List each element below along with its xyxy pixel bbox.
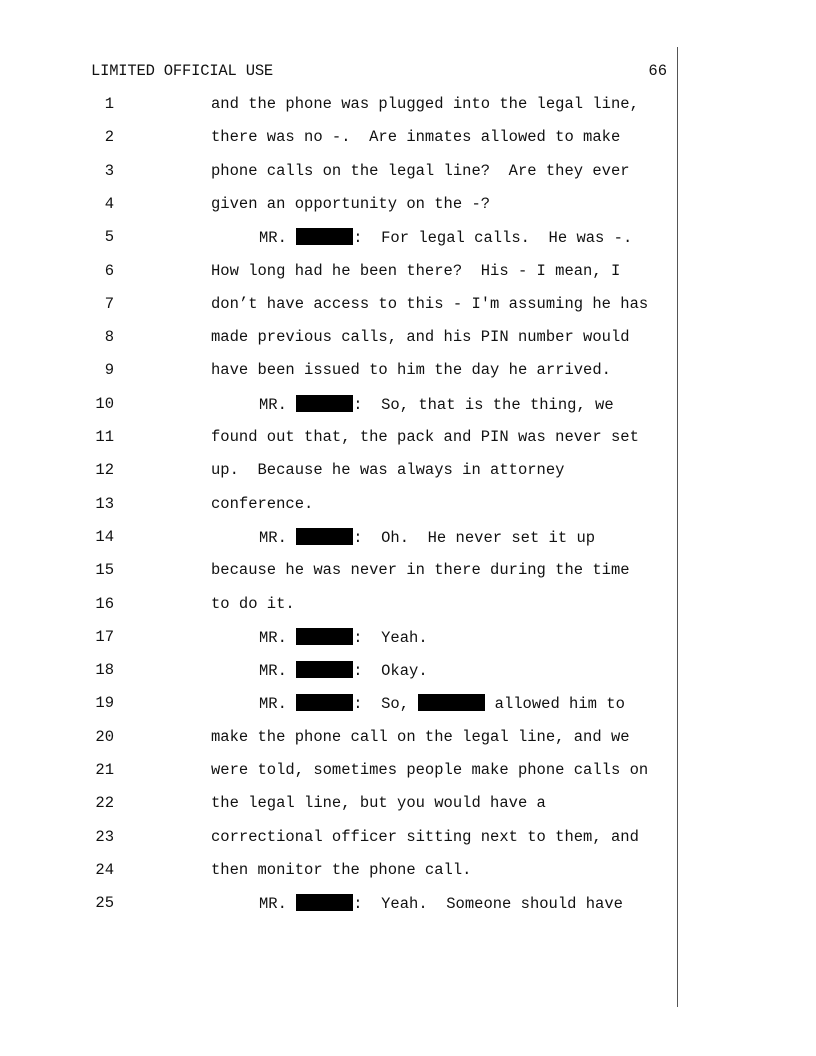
line-number: 5	[104, 228, 114, 246]
text-segment: were told, sometimes people make phone calls on	[211, 761, 649, 779]
redaction-block	[296, 628, 353, 645]
line-number: 19	[95, 694, 114, 712]
transcript-line	[0, 761, 816, 781]
line-text	[259, 628, 428, 647]
line-text	[211, 495, 313, 513]
line-text	[211, 162, 630, 180]
text-segment: the legal line, but you would have a	[211, 794, 546, 812]
transcript-line	[0, 262, 816, 282]
text-segment: MR.	[259, 396, 297, 414]
text-segment: How long had he been there? His - I mean, I	[211, 262, 621, 280]
text-segment: given an opportunity on the -?	[211, 195, 491, 213]
transcript-line	[0, 195, 816, 215]
transcript-line	[0, 661, 816, 681]
text-segment: MR.	[259, 695, 297, 713]
text-segment: : For legal calls. He was -.	[353, 229, 633, 247]
text-segment: there was no -. Are inmates allowed to make	[211, 128, 621, 146]
transcript-line	[0, 694, 816, 714]
transcript-line	[0, 728, 816, 748]
redaction-block	[296, 661, 353, 678]
page-number: 66	[648, 62, 667, 80]
line-number: 23	[95, 828, 114, 846]
text-segment: : Yeah.	[353, 629, 428, 647]
transcript-line	[0, 461, 816, 481]
line-text	[211, 295, 648, 313]
line-text	[259, 228, 632, 247]
text-segment: then monitor the phone call.	[211, 861, 472, 879]
text-segment: MR.	[259, 662, 297, 680]
text-segment: : So,	[353, 695, 419, 713]
redaction-block	[296, 894, 353, 911]
text-segment: allowed him to	[485, 695, 625, 713]
line-number: 1	[104, 95, 114, 113]
line-number: 25	[95, 894, 114, 912]
line-number: 3	[104, 162, 114, 180]
line-number: 17	[95, 628, 114, 646]
line-text	[211, 761, 648, 779]
line-text	[259, 694, 625, 713]
transcript-line	[0, 861, 816, 881]
line-number: 16	[95, 595, 114, 613]
line-text	[211, 328, 630, 346]
text-segment: : Okay.	[353, 662, 428, 680]
text-segment: have been issued to him the day he arrived.	[211, 361, 611, 379]
line-text	[259, 395, 614, 414]
line-number: 20	[95, 728, 114, 746]
transcript-line	[0, 162, 816, 182]
transcript-line	[0, 794, 816, 814]
line-text	[211, 794, 546, 812]
line-number: 2	[104, 128, 114, 146]
line-text	[211, 195, 490, 213]
text-segment: MR.	[259, 629, 297, 647]
line-number: 18	[95, 661, 114, 679]
line-text	[211, 361, 611, 379]
line-text	[259, 528, 595, 547]
line-number: 9	[104, 361, 114, 379]
line-number: 21	[95, 761, 114, 779]
transcript-line	[0, 561, 816, 581]
line-text	[211, 561, 630, 579]
text-segment: to do it.	[211, 595, 295, 613]
transcript-line	[0, 828, 816, 848]
line-number: 6	[104, 262, 114, 280]
line-text	[211, 861, 471, 879]
line-number: 10	[95, 395, 114, 413]
transcript-line	[0, 894, 816, 914]
transcript-line	[0, 495, 816, 515]
text-segment: : Yeah. Someone should have	[353, 895, 623, 913]
redaction-block	[296, 395, 353, 412]
text-segment: don’t have access to this - I'm assuming he has	[211, 295, 649, 313]
text-segment: made previous calls, and his PIN number would	[211, 328, 630, 346]
text-segment: MR.	[259, 895, 297, 913]
text-segment: and the phone was plugged into the legal line,	[211, 95, 639, 113]
transcript-line	[0, 361, 816, 381]
transcript-line	[0, 428, 816, 448]
text-segment: because he was never in there during the time	[211, 561, 630, 579]
line-number: 8	[104, 328, 114, 346]
text-segment: phone calls on the legal line? Are they ever	[211, 162, 630, 180]
line-text	[259, 661, 428, 680]
text-segment: found out that, the pack and PIN was never set	[211, 428, 639, 446]
redaction-block	[296, 528, 353, 545]
line-number: 15	[95, 561, 114, 579]
text-segment: correctional officer sitting next to them, and	[211, 828, 639, 846]
transcript-line	[0, 628, 816, 648]
redaction-block	[296, 694, 353, 711]
line-text	[211, 262, 620, 280]
text-segment: make the phone call on the legal line, and we	[211, 728, 630, 746]
line-text	[211, 128, 620, 146]
redaction-block	[296, 228, 353, 245]
text-segment: up. Because he was always in attorney	[211, 461, 565, 479]
line-number: 13	[95, 495, 114, 513]
transcript-line	[0, 128, 816, 148]
transcript-line	[0, 528, 816, 548]
line-number: 22	[95, 794, 114, 812]
line-number: 7	[104, 295, 114, 313]
text-segment: MR.	[259, 229, 297, 247]
line-number: 11	[95, 428, 114, 446]
line-text	[259, 894, 623, 913]
redaction-block	[418, 694, 485, 711]
text-segment: conference.	[211, 495, 314, 513]
line-number: 12	[95, 461, 114, 479]
line-text	[211, 828, 639, 846]
line-number: 4	[104, 195, 114, 213]
classification-header: LIMITED OFFICIAL USE	[91, 62, 274, 80]
transcript-line	[0, 595, 816, 615]
line-number: 14	[95, 528, 114, 546]
text-segment: : So, that is the thing, we	[353, 396, 614, 414]
text-segment: MR.	[259, 529, 297, 547]
text-segment: : Oh. He never set it up	[353, 529, 596, 547]
transcript-line	[0, 95, 816, 115]
line-text	[211, 95, 639, 113]
line-text	[211, 461, 564, 479]
transcript-line	[0, 295, 816, 315]
line-text	[211, 595, 295, 613]
line-text	[211, 728, 630, 746]
line-text	[211, 428, 639, 446]
transcript-line	[0, 395, 816, 415]
transcript-line	[0, 328, 816, 348]
line-number: 24	[95, 861, 114, 879]
transcript-line	[0, 228, 816, 248]
